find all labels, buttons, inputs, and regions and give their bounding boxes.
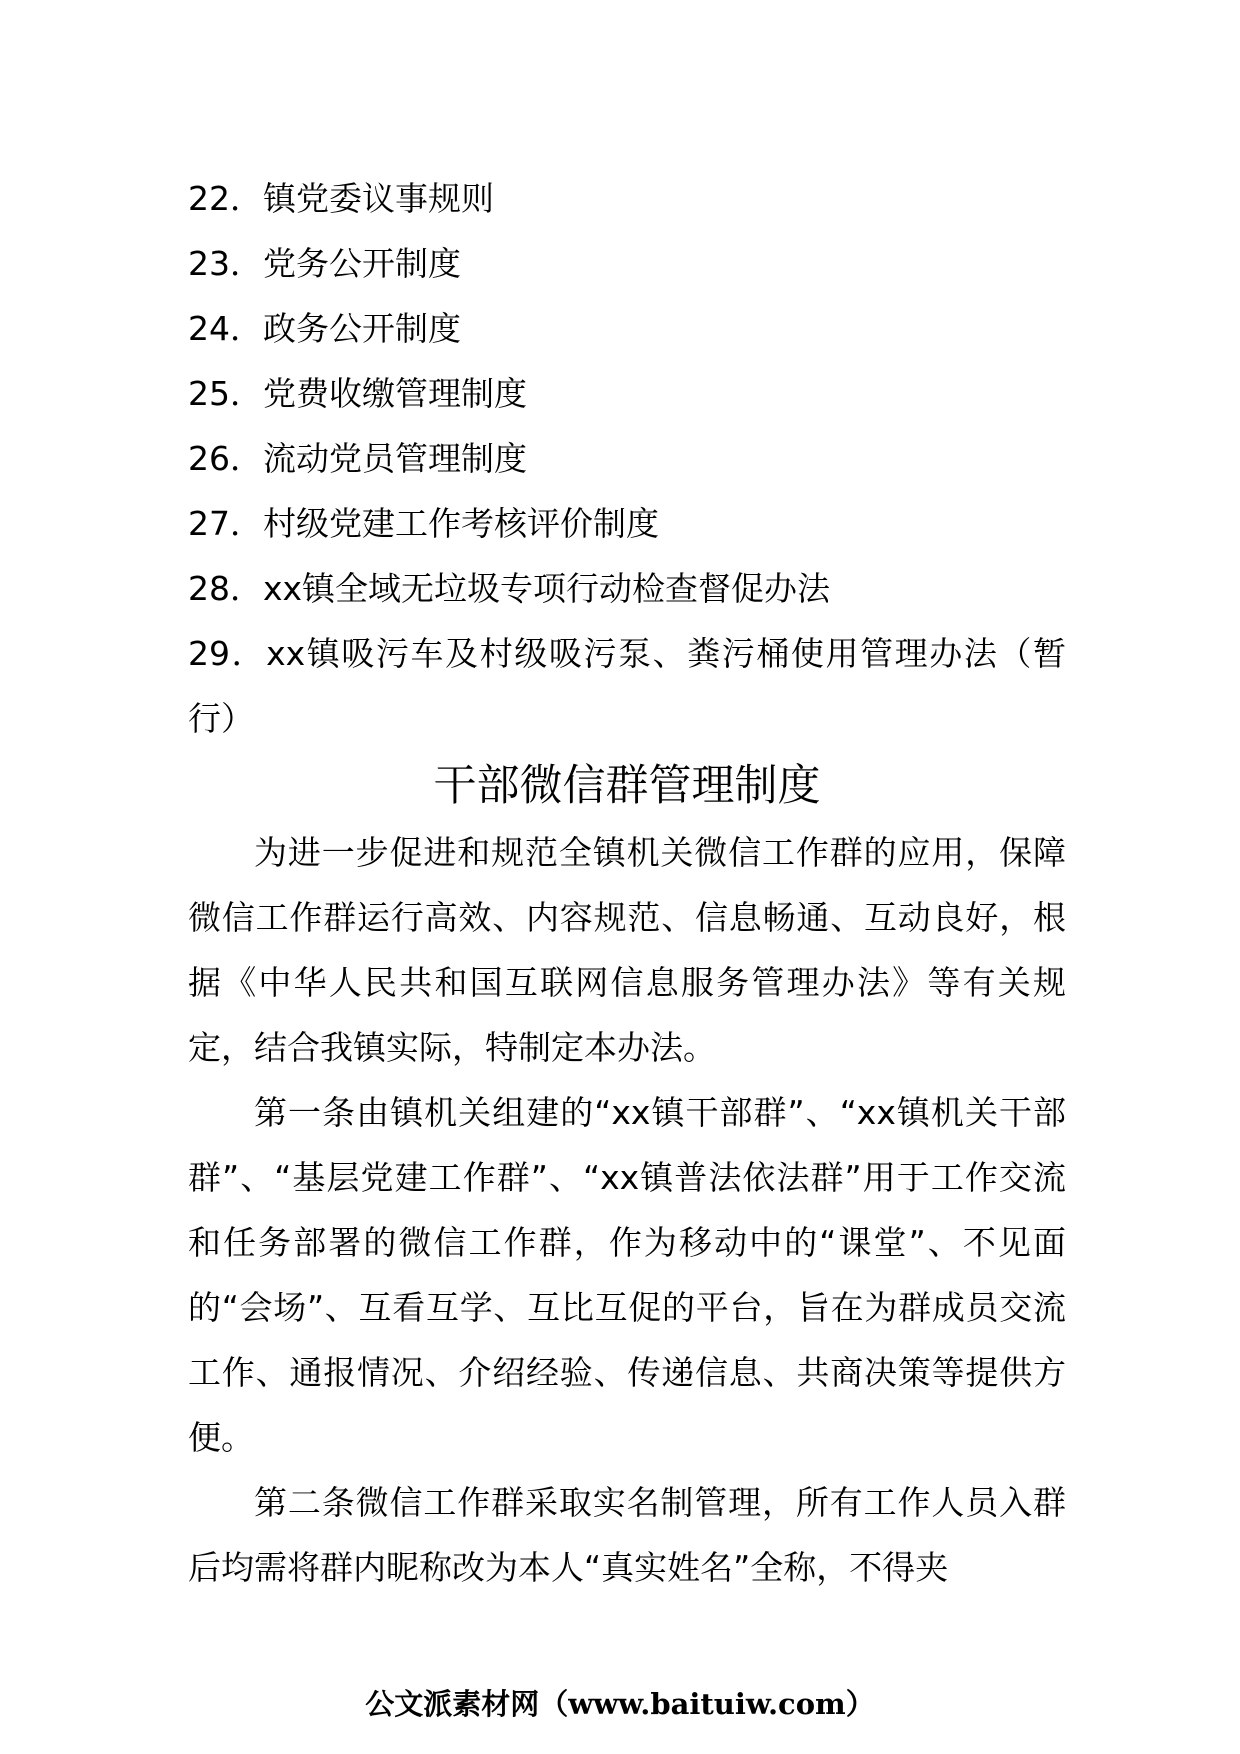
list-item-text: 政务公开制度	[263, 309, 461, 348]
list-item-number: 24．	[188, 309, 263, 348]
list-item-text: 党费收缴管理制度	[263, 374, 527, 413]
regulation-list	[188, 166, 1066, 751]
list-item-text: xx镇全域无垃圾专项行动检查督促办法	[263, 569, 831, 608]
list-item	[188, 621, 1066, 751]
list-item-text: 党务公开制度	[263, 244, 461, 283]
list-item-number: 28．	[188, 569, 263, 608]
list-item	[188, 296, 1066, 361]
list-item-number: 27．	[188, 504, 263, 543]
document-title: 干部微信群管理制度	[433, 761, 821, 811]
list-item	[188, 426, 1066, 491]
list-item-number: 23．	[188, 244, 263, 283]
list-item-text: 村级党建工作考核评价制度	[263, 504, 659, 543]
list-item	[188, 556, 1066, 621]
list-item-number: 29．	[188, 634, 267, 673]
list-item-text: 镇党委议事规则	[263, 179, 494, 218]
paragraph-intro: 为进一步促进和规范全镇机关微信工作群的应用，保障微信工作群运行高效、内容规范、信息畅通、互动良好，根据《中华人民共和国互联网信息服务管理办法》等有关规定，结合我镇实际，特制定本办法。	[188, 833, 1066, 1067]
list-item-number: 25．	[188, 374, 263, 413]
list-item-text: 流动党员管理制度	[263, 439, 527, 478]
footer-watermark: 公文派素材网（www.baituiw.com）	[365, 1687, 875, 1721]
paragraph-article-1: 第一条由镇机关组建的“xx镇干部群”、“xx镇机关干部群”、“基层党建工作群”、“xx镇普法依法群”用于工作交流和任务部署的微信工作群，作为移动中的“课堂”、不见面的“会场”、互看互学、互比互促的平台，旨在为群成员交流工作、通报情况、介绍经验、传递信息、共商决策等提供方便。	[188, 1093, 1066, 1457]
list-item-number: 26．	[188, 439, 263, 478]
list-item	[188, 361, 1066, 426]
list-item	[188, 166, 1066, 231]
list-item	[188, 491, 1066, 556]
list-item-text: xx镇吸污车及村级吸污泵、粪污桶使用管理办法（暂行）	[188, 634, 1066, 738]
paragraph-article-2: 第二条微信工作群采取实名制管理，所有工作人员入群后均需将群内昵称改为本人“真实姓名”全称，不得夹	[188, 1483, 1066, 1587]
list-item-number: 22．	[188, 179, 263, 218]
document-body	[188, 820, 1066, 1600]
list-item	[188, 231, 1066, 296]
